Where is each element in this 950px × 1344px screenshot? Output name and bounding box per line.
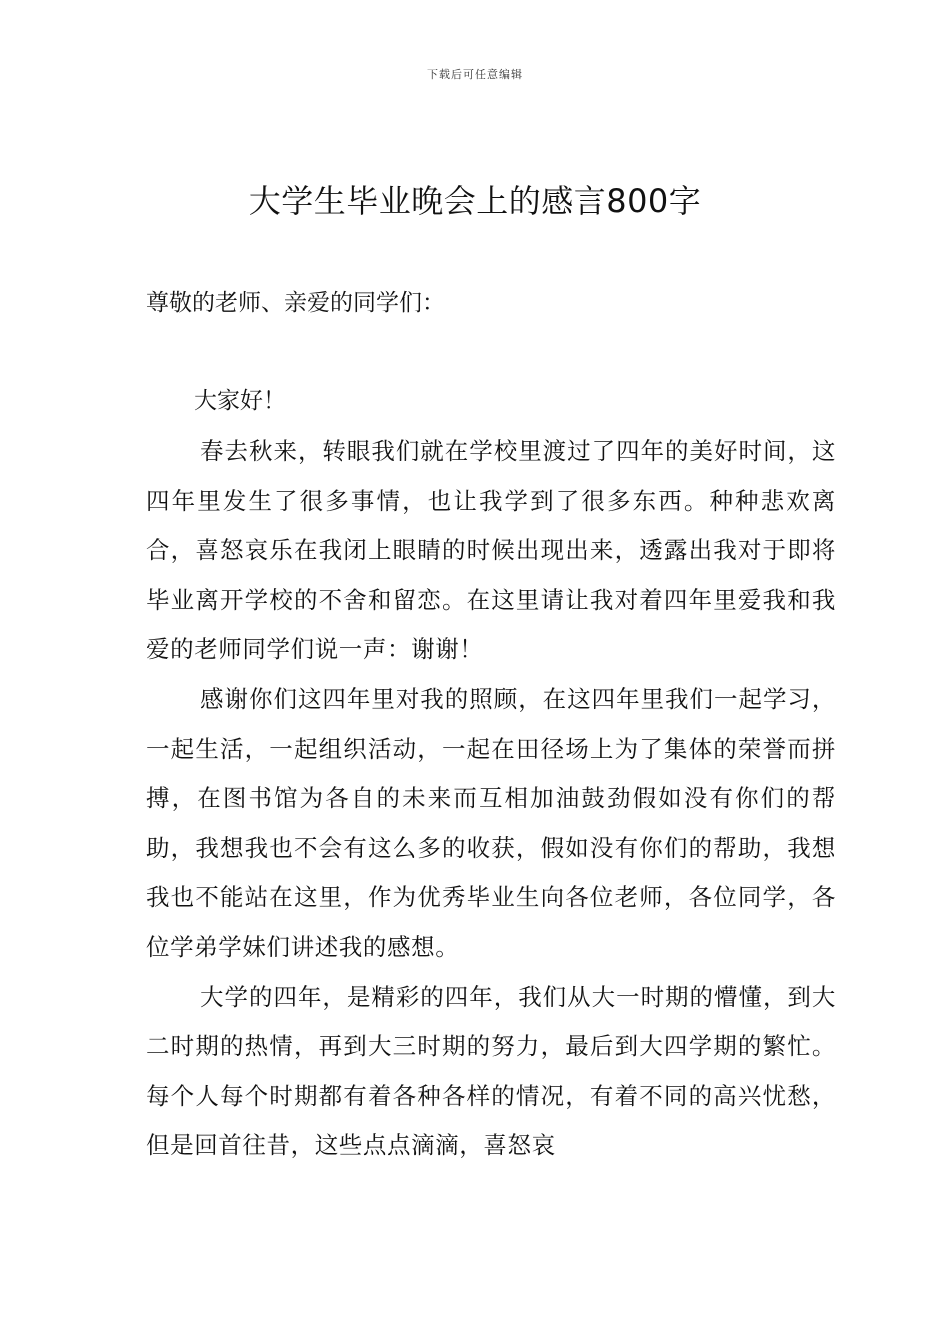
- document-title: 大学生毕业晚会上的感言800字: [248, 182, 702, 220]
- header-note: 下载后可任意编辑: [427, 68, 523, 81]
- body-text: [146, 427, 836, 1171]
- paragraph-1: 春去秋来，转眼我们就在学校里渡过了四年的美好时间，这四年里发生了很多事情，也让我学到了很多东西。种种悲欢离合，喜怒哀乐在我闭上眼睛的时候出现出来，透露出我对于即将毕业离开学校的不舍和留恋。在这里请让我对着四年里爱我和我爱的老师同学们说一声：谢谢！: [146, 437, 836, 664]
- salutation: 尊敬的老师、亲爱的同学们：: [146, 290, 445, 316]
- greeting: 大家好！: [194, 388, 286, 414]
- paragraph-3: 大学的四年，是精彩的四年，我们从大一时期的懵懂，到大二时期的热情，再到大三时期的努力，最后到大四学期的繁忙。每个人每个时期都有着各种各样的情况，有着不同的高兴忧愁，但是回首往昔，这些点点滴滴，喜怒哀: [146, 982, 836, 1160]
- paragraph-2: 感谢你们这四年里对我的照顾，在这四年里我们一起学习，一起生活，一起组织活动，一起在田径场上为了集体的荣誉而拼搏，在图书馆为各自的未来而互相加油鼓劲假如没有你们的帮助，我想我也不会有这么多的收获，假如没有你们的帮助，我想我也不能站在这里，作为优秀毕业生向各位老师，各位同学，各位学弟学妹们讲述我的感想。: [146, 684, 836, 961]
